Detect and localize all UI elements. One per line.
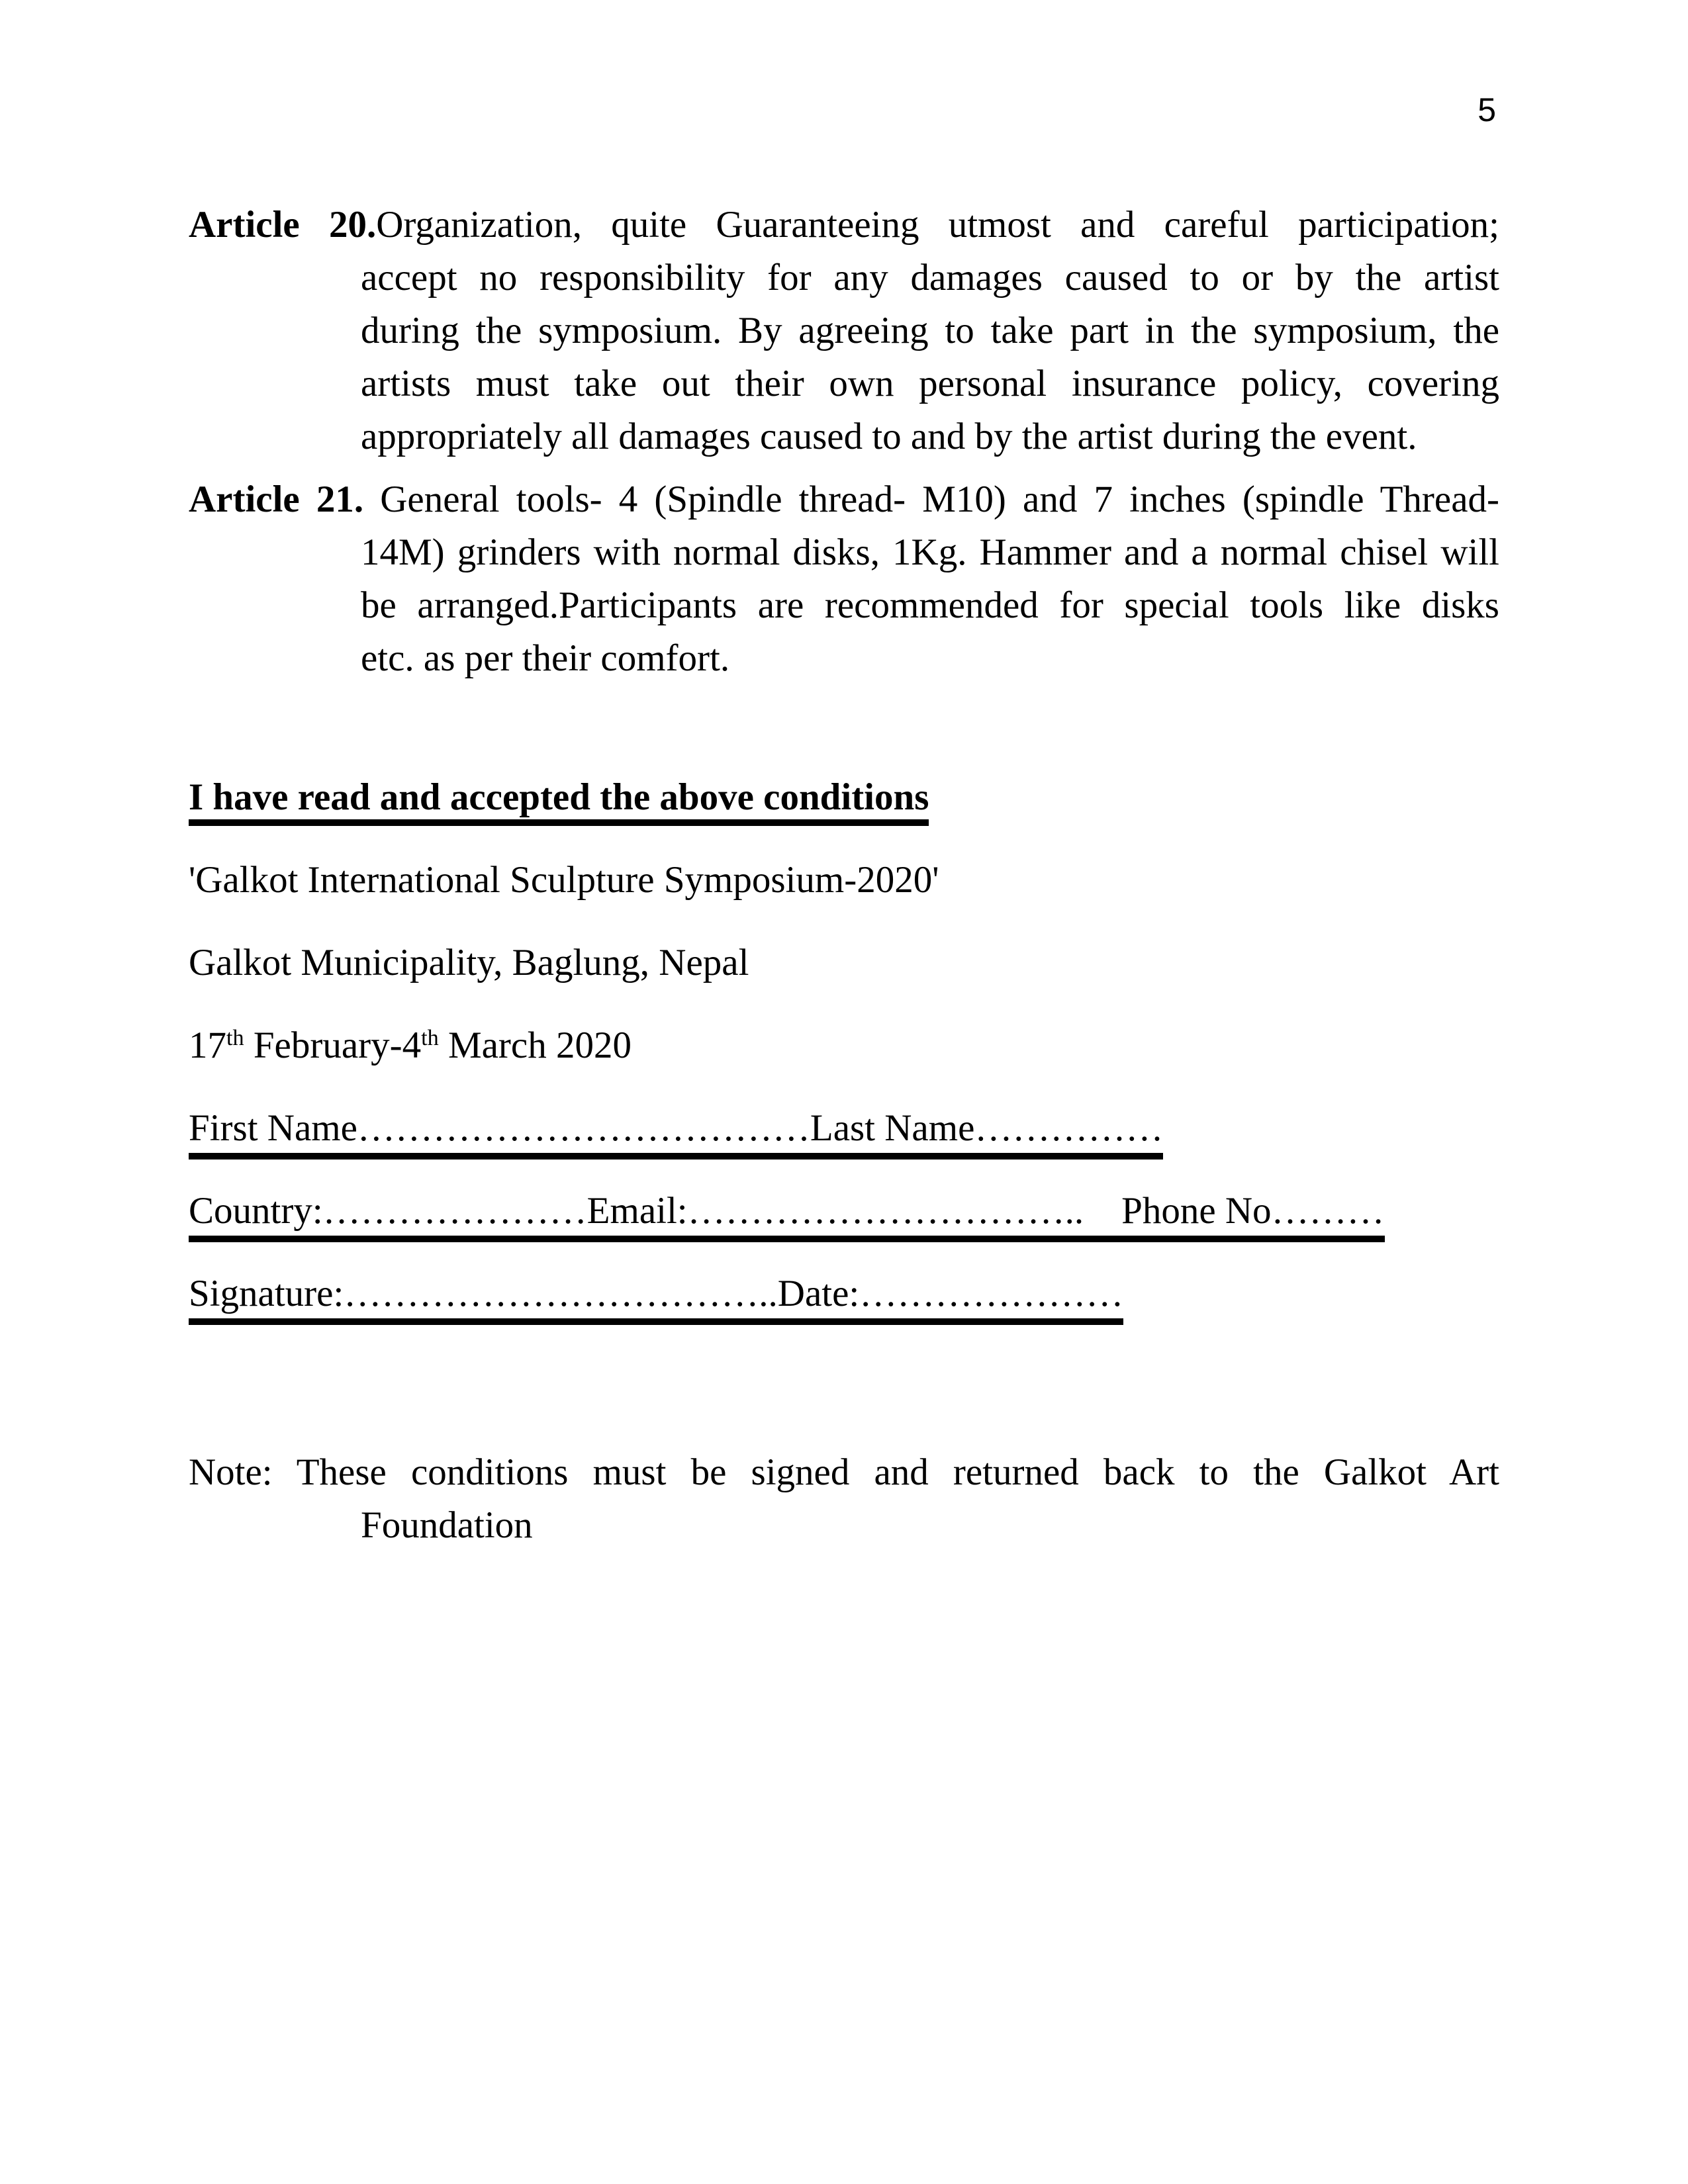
event-location: Galkot Municipality, Baglung, Nepal xyxy=(189,942,749,983)
note-paragraph xyxy=(189,1446,1499,1552)
article-20-line-1 xyxy=(189,199,1499,251)
article-21-line-2: 14M) grinders with normal disks, 1Kg. Hammer and a normal chisel will xyxy=(361,531,1499,573)
article-20-line-3: during the symposium. By agreeing to take part in the symposium, the xyxy=(361,310,1499,351)
name-form-line xyxy=(189,1102,1499,1155)
country-email-phone-form-line xyxy=(189,1185,1499,1238)
event-dates xyxy=(189,1019,1499,1072)
article-21-line-1 xyxy=(189,473,1499,526)
article-21-label: Article 21. xyxy=(189,478,364,520)
article-20 xyxy=(189,199,1499,463)
date-middle: February-4 xyxy=(244,1024,422,1066)
acceptance-heading xyxy=(189,771,1499,824)
article-20-text: Organization, quite Guaranteeing utmost and careful participation; xyxy=(376,204,1499,246)
date-ordinal-2: th xyxy=(421,1026,439,1051)
article-20-line-2: accept no responsibility for any damages caused to or by the artist xyxy=(361,257,1499,298)
name-form-line-text: First Name………………………………Last Name…………… xyxy=(189,1107,1163,1160)
signature-date-text: Signature:……………………………..Date:………………… xyxy=(189,1273,1123,1325)
article-20-line-4: artists must take out their own personal insurance policy, covering xyxy=(361,363,1499,404)
note-line-2: Foundation xyxy=(361,1504,533,1546)
note-line-1: Note: These conditions must be signed and returned back to the Galkot Art xyxy=(189,1451,1499,1493)
article-21-text: General tools- 4 (Spindle thread- M10) and 7 inches (spindle Thread- xyxy=(363,478,1499,520)
page-number: 5 xyxy=(1477,91,1496,128)
article-21 xyxy=(189,473,1499,685)
acceptance-heading-text: I have read and accepted the above conditions xyxy=(189,776,929,826)
article-20-label: Article 20. xyxy=(189,204,377,246)
article-20-line-5: appropriately all damages caused to and by the artist during the event. xyxy=(361,416,1417,457)
article-21-line-3: be arranged.Participants are recommended for special tools like disks xyxy=(361,584,1499,626)
date-end: March 2020 xyxy=(438,1024,632,1066)
country-email-phone-text: Country:…………………Email:………………………….. Phone No……… xyxy=(189,1190,1385,1242)
article-21-line-4: etc. as per their comfort. xyxy=(361,637,730,679)
date-start-day: 17 xyxy=(189,1024,226,1066)
date-ordinal-1: th xyxy=(226,1026,244,1051)
event-name: 'Galkot International Sculpture Symposium-2020' xyxy=(189,859,939,901)
signature-date-form-line xyxy=(189,1267,1499,1320)
